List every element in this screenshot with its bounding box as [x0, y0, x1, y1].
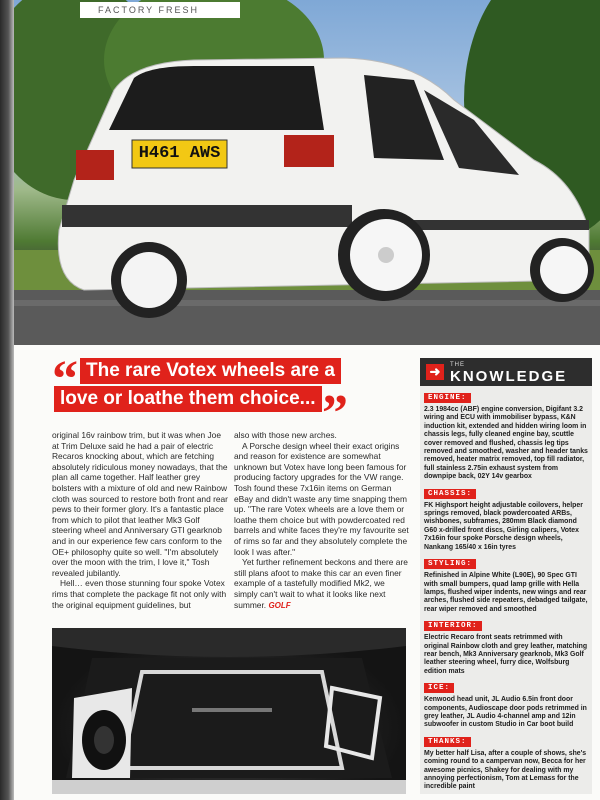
knowledge-kicker: THE [450, 362, 465, 368]
knowledge-sidebar [420, 358, 592, 794]
paragraph: A Porsche design wheel their exact origins and reason for existence are somewhat unknown but Votex have long been famous for producing factory upgrades for the VW range. Tosh found these 7x16in items on German eBay and didn't waste any time snapping them up. "The rare Votex wheels are a love them or loathe them choice but with powdercoated red barrels and white faces they're my favourite set of rims so far and they absolutely complete the look I was after." [234, 440, 409, 557]
boot-install-photo [52, 628, 406, 794]
spec-label: ENGINE: [424, 393, 471, 403]
article-column-2 [234, 430, 410, 611]
arrow-right-icon: ➜ [426, 364, 444, 380]
open-quote-mark: “ [52, 351, 78, 408]
page-spine [0, 0, 14, 800]
pull-quote-line-2: love or loathe them choice... [54, 386, 322, 412]
spec-label: STYLING: [424, 559, 476, 569]
paragraph: original 16v rainbow trim, but it was when Joe at Trim Deluxe said he had a pair of electric Recaros knocking about, which are fetching absolutely ridiculous money nowadays, that the plan all came together. Half leather grey bolsters with a mixture of old and new Rainbow cloth was sourced to restore both front and rear pews to their former glory. It's a fantastic place from which to pilot that leather Mk3 Golf steering wheel and Anniversary GTI gearknob and in our experience few cars conform to the OE+ philosophy quite so well. "I'm absolutely over the moon with the trim, I love it," Tosh revealed jubilantly. [52, 430, 228, 578]
paragraph: Hell… even those stunning four spoke Votex rims that complete the package fit not only with the original equipment guidelines, but [52, 578, 227, 610]
number-plate: H461 AWS [138, 144, 221, 163]
spec-text: Electric Recaro front seats retrimmed with original Rainbow cloth and grey leather, matching rear bench, Mk3 Anniversary gearknob, Mk3 Golf leather steering wheel, furry dice, Wolfsburg edition mats [424, 634, 588, 675]
spec-label: THANKS: [424, 737, 471, 747]
paragraph [234, 557, 410, 611]
hero-car-photo [14, 0, 600, 345]
spec-section-ice [420, 676, 592, 730]
spec-section-styling [420, 552, 592, 614]
spec-label: INTERIOR: [424, 621, 482, 631]
end-mark: GOLF [268, 600, 291, 610]
spec-text: 2.3 1984cc (ABF) engine conversion, Digifant 3.2 wiring and ECU with immobiliser bypass, K&N induction kit, extended and hidden wiring loom in chassis legs, fully cleaned engine bay, scuttle cover removed and flushed, chassis leg tips removed and smoothed, washer and header tanks removed, heater matrix removed, top fill radiator, full stainless 2.75in exhaust system from downpipe back, 02Y 14v gearbox [424, 406, 588, 481]
spec-section-chassis [420, 482, 592, 552]
article-column-1 [52, 430, 228, 610]
spec-label: ICE: [424, 683, 454, 693]
spec-label: CHASSIS: [424, 489, 476, 499]
spec-text: FK Highsport height adjustable coilovers, helper springs removed, black powdercoated ARBs, wishbones, subframes, 280mm Black diamond G60 x-drilled front discs, Girling calipers, Votex 7x16in four spoke Porsche design wheels, Nankang 165/40 x 16in tyres [424, 501, 583, 551]
paragraph: also with those new arches. [234, 430, 337, 440]
spec-text: My better half Lisa, after a couple of shows, she's coming round to a campervan now, Becca for her awesome picnics, Shakey for dealing with my annoying perfectionism, Tom at Lemass for the incredible paint [424, 749, 587, 791]
knowledge-header [420, 358, 592, 386]
pull-quote-line-1: The rare Votex wheels are a [80, 358, 341, 384]
spec-section-thanks [420, 730, 592, 792]
section-label: FACTORY FRESH [98, 5, 200, 15]
paragraph-text: Yet further refinement beckons and there are still plans afoot to make this car an even finer example of a tastefully modified Mk2, we simply can't wait to what it looks like next summer. [234, 557, 408, 610]
spec-section-engine [420, 386, 592, 482]
spec-section-interior [420, 614, 592, 676]
knowledge-title: KNOWLEDGE [450, 368, 568, 385]
close-quote-mark: ” [322, 385, 348, 442]
spec-text: Kenwood head unit, JL Audio 6.5in front door components, Audioscape door pods retrimmed in grey leather, JL Audio 4-channel amp and 12in subwoofer in custom Studio in Car boot build [424, 696, 587, 729]
section-header-tab [80, 2, 240, 18]
spec-text: Refinished in Alpine White (L90E), 90 Spec GTI with small bumpers, quad lamp grille with Hella lamps, flushed wiper indents, new wings and rear arches, flushed side repeaters, debadged tailgate, rear wiper removed and smoothed [424, 572, 588, 613]
